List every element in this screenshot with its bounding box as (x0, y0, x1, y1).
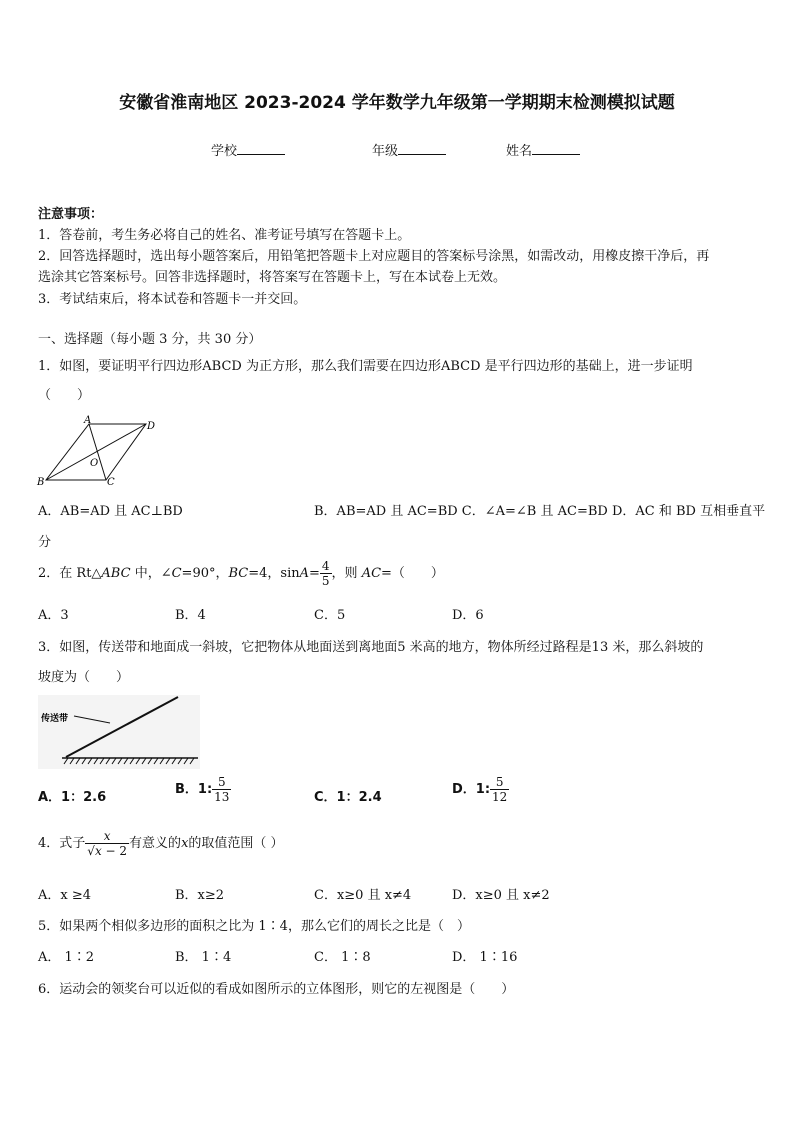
q2-var-c: C (171, 566, 182, 581)
q2-frac-num: 4 (321, 559, 330, 573)
q1-option-a: A．AB=AD 且 AC⊥BD (38, 504, 183, 519)
q4-text-post-pre: 有意义的 (129, 836, 182, 851)
q4-option-b: B．x≥2 (175, 888, 225, 903)
q2-var-a: A (299, 566, 309, 581)
q4-stem (38, 826, 284, 862)
q2-option-c: C．5 (314, 608, 346, 623)
q3-conveyor-label: 传送带 (41, 714, 69, 724)
q2-text-mid4: ，则 (331, 566, 362, 581)
notice-item-2-line-2: 选涂其它答案标号。回答非选择题时，将答案写在答题卡上，写在本试卷上无效。 (38, 270, 507, 285)
q2-text-mid2: =90°， (181, 566, 229, 581)
q5-option-a: A． 1∶2 (38, 950, 95, 965)
q1-label-o: O (90, 458, 99, 469)
q1-line-1: 1．如图，要证明平行四边形ABCD 为正方形，那么我们需要在四边形ABCD 是平行四边形的基础上，进一步证明 (38, 359, 693, 374)
grade-label: 年级 (372, 144, 399, 159)
q4-option-d: D．x≥0 且 x≠2 (452, 888, 550, 903)
q4-frac-num: x (103, 829, 111, 843)
q1-label-d: D (147, 421, 156, 432)
q2-option-a: A．3 (38, 608, 69, 623)
q2-option-b: B．4 (175, 608, 206, 623)
q3-option-b-num: 5 (217, 775, 226, 789)
q4-frac-den: √x − 2 (87, 844, 128, 858)
q2-fraction (320, 559, 332, 588)
q1-option-wrap: 分 (38, 535, 52, 550)
q3-option-b-prefix: B．1: (175, 782, 213, 797)
section-heading: 一、选择题（每小题 3 分，共 30 分） (38, 332, 262, 347)
q2-frac-den: 5 (321, 574, 330, 588)
q3-option-d (452, 775, 509, 804)
q3-option-b-fraction (212, 775, 231, 804)
q1-line-2: （ ） (38, 388, 91, 403)
page-title: 安徽省淮南地区 2023-2024 学年数学九年级第一学期期末检测模拟试题 (119, 93, 675, 113)
q5-stem: 5．如果两个相似多边形的面积之比为 1∶4，那么它们的周长之比是（ ） (38, 919, 470, 934)
q2-text-eq: = (309, 566, 320, 581)
q3-option-d-den: 12 (492, 790, 508, 804)
q2-option-d: D．6 (452, 608, 484, 623)
q4-option-a: A．x ≥4 (38, 888, 92, 903)
school-field (211, 140, 285, 159)
q5-option-c: C． 1∶8 (314, 950, 371, 965)
notice-item-3: 3．考试结束后，将本试卷和答题卡一并交回。 (38, 292, 307, 307)
q1-parallelogram-figure (34, 414, 164, 488)
q3-conveyor-figure (38, 695, 200, 769)
q2-text-mid3: =4，sin (248, 566, 300, 581)
q3-option-a: A．1：2.6 (38, 790, 107, 805)
q3-option-c: C．1：2.4 (314, 790, 382, 805)
q4-text-pre: 4．式子 (38, 836, 86, 851)
q2-text-pre: 2．在 Rt△ (38, 566, 102, 581)
q2-stem (38, 556, 444, 592)
q1-diagonal-bd (46, 424, 146, 480)
q2-var-bc: BC (228, 566, 249, 581)
q2-text-post: =（ ） (381, 566, 444, 581)
notice-heading: 注意事项： (38, 207, 104, 222)
name-label: 姓名 (506, 144, 533, 159)
name-blank (532, 142, 580, 155)
q4-radicand-x: x (94, 844, 102, 858)
name-field (506, 140, 580, 159)
q3-option-d-num: 5 (495, 775, 504, 789)
q3-option-d-prefix: D．1: (452, 782, 491, 797)
q1-label-a: A (84, 415, 92, 426)
grade-field (372, 140, 446, 159)
notice-item-2-line-1: 2．回答选择题时，选出每小题答案后，用铅笔把答题卡上对应题目的答案标号涂黑，如需改动，用橡皮擦干净后，再 (38, 249, 710, 264)
q3-option-b (175, 775, 231, 804)
q1-options-bcd: B．AB=AD 且 AC=BD C．∠A=∠B 且 AC=BD D．AC 和 BD 互相垂直平 (314, 504, 766, 519)
school-label: 学校 (211, 144, 238, 159)
q2-text-mid1: 中，∠ (130, 566, 172, 581)
q3-option-b-den: 13 (214, 790, 230, 804)
grade-blank (398, 142, 446, 155)
school-blank (237, 142, 285, 155)
q5-option-d: D． 1∶16 (452, 950, 518, 965)
q1-diagonal-ac (89, 424, 106, 480)
q3-option-d-fraction (490, 775, 509, 804)
q4-option-c: C．x≥0 且 x≠4 (314, 888, 412, 903)
q6-stem: 6．运动会的领奖台可以近似的看成如图所示的立体图形，则它的左视图是（ ） (38, 982, 515, 997)
q4-fraction (85, 829, 129, 858)
q4-var-x: x (181, 836, 189, 851)
q3-line-1: 3．如图，传送带和地面成一斜坡，它把物体从地面送到离地面5 米高的地方，物体所经过路程是13 米，那么斜坡的 (38, 640, 704, 655)
q4-den-rest: − 2 (101, 844, 128, 858)
q5-option-b: B． 1∶4 (175, 950, 232, 965)
q2-var-abc: ABC (101, 566, 131, 581)
q3-line-2: 坡度为（ ） (38, 670, 130, 685)
notice-item-1: 1．答卷前，考生务必将自己的姓名、准考证号填写在答题卡上。 (38, 228, 411, 243)
q2-var-ac: AC (361, 566, 382, 581)
q4-text-post: 的取值范围（ ） (188, 836, 284, 851)
q1-label-b: B (37, 477, 45, 488)
q1-label-c: C (107, 477, 115, 488)
